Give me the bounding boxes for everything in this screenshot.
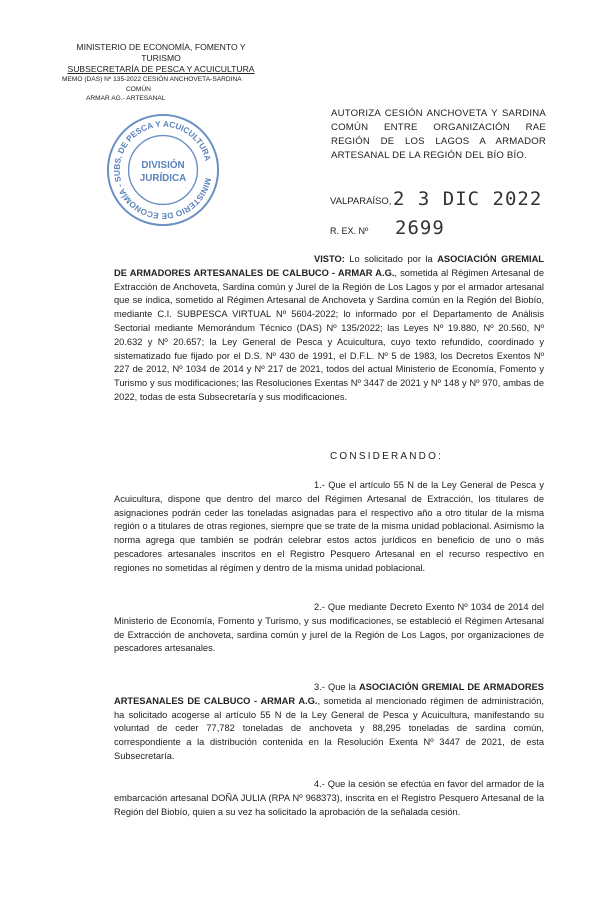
considerando-3: 3.- Que la ASOCIACIÓN GREMIAL DE ARMADORES ARTESANALES DE CALBUCO - ARMAR A.G., sometida al mencionado régimen de administración, ha solicitado acogerse al artículo 55 N de la Ley General de Pesca y Acuicultura, manifestando su voluntad de ceder 77,782 toneladas de anchoveta y 88,295 toneladas de sardina común, correspondiente a la distribución contenida en la Resolución Exenta Nº 3447 de 2021, de esta Subsecretaría. xyxy=(114,682,544,761)
stamp-ring-text: MINISTERIO DE ECONOMÍA - SUBS. DE PESCA Y ACUICULTURA xyxy=(112,119,213,221)
considerando-4: 4.- Que la cesión se efectúa en favor del armador de la embarcación artesanal DOÑA JULIA (RPA Nº 968373), inscrita en el Registro Pesquero Artesanal de la Región del Biobío, quien a su vez ha solicitado la aprobación de la señalada cesión. xyxy=(114,779,544,817)
stamp-center-line2: JURÍDICA xyxy=(139,172,187,184)
resolution-number-label: R. EX. Nº xyxy=(330,226,369,236)
place-label: VALPARAÍSO, xyxy=(330,196,392,207)
memo-reference-cont: COMÚN xyxy=(126,85,151,93)
memo-organization: ARMAR AG.- ARTESANAL xyxy=(86,95,166,102)
division-juridica-stamp xyxy=(104,111,222,229)
memo-reference: MEMO (DAS) Nº 135-2022 CESIÓN ANCHOVETA-SARDINA xyxy=(62,76,242,83)
considerando-1: 1.- Que el artículo 55 N de la Ley General de Pesca y Acuicultura, dispone que dentro del marco del Régimen Artesanal de Extracción, los titulares de asignaciones podrán ceder las toneladas asignadas para el respectivo año a otro titular de la misma región o a titulares de otras regiones, siempre que se trate de la misma unidad poblacional. Asimismo la norma agrega que también se podrán celebrar estos actos jurídicos en beneficio de uno o más pescadores artesanales inscritos en el Registro Pesquero Artesanal en el recurso respectivo en regiones no sometidas al régimen y dentro de la misma unidad poblacional. xyxy=(114,480,544,573)
ministry-name: MINISTERIO DE ECONOMÍA, FOMENTO Y TURISMO xyxy=(76,42,246,63)
subsecretaria-name: SUBSECRETARÍA DE PESCA Y ACUICULTURA xyxy=(67,64,255,74)
letterhead xyxy=(56,42,266,104)
considerando-2: 2.- Que mediante Decreto Exento Nº 1034 de 2014 del Ministerio de Economía, Fomento y Turismo, y sus modificaciones, se estableció el Régimen Artesanal de Extracción de anchoveta, sardina común y jurel de la Región de Los Lagos, por organizaciones de pescadores artesanales. xyxy=(114,602,544,654)
stamp-center-line1: DIVISIÓN xyxy=(141,160,185,172)
visto-organization: ASOCIACIÓN GREMIAL DE ARMADORES ARTESANALES DE CALBUCO - ARMAR A.G. xyxy=(114,254,544,278)
date-stamp: 2 3 DIC 2022 xyxy=(393,188,543,210)
resolution-number: 2699 xyxy=(395,217,445,239)
considerando-heading: CONSIDERANDO: xyxy=(330,451,444,462)
considerando-3-organization: ASOCIACIÓN GREMIAL DE ARMADORES ARTESANALES DE CALBUCO - ARMAR A.G. xyxy=(114,682,544,706)
visto-label: VISTO: xyxy=(314,254,345,264)
visto-paragraph: VISTO: Lo solicitado por la ASOCIACIÓN GREMIAL DE ARMADORES ARTESANALES DE CALBUCO - ARMAR A.G., sometida al Régimen Artesanal de Extracción de Anchoveta, Sardina común y Jurel de la Región de Los Lagos y por el armador artesanal que se indica, sometido al Régimen Artesanal de Anchoveta y Sardina común en la Región del Biobío, mediante C.I. SUBPESCA VIRTUAL Nº 5604-2022; lo informado por el Departamento de Análisis Sectorial mediante Memorándum Técnico (DAS) Nº 135/2022; las Leyes Nº 19.880, Nº 20.560, Nº 20.632 y Nº 20.657; la Ley General de Pesca y Acuicultura, cuyo texto refundido, coordinado y sistematizado fue fijado por el D.S. Nº 430 de 1991, el D.F.L. Nº 5 de 1983, los Decretos Exentos Nº 227 de 2012, Nº 1034 de 2014 y Nº 217 de 2021, todos del actual Ministerio de Economía, Fomento y Turismo y sus modificaciones; las Resoluciones Exentas Nº 3447 de 2021 y Nº 148 y Nº 970, ambas de 2022, todas de esta Subsecretaría y sus modificaciones. xyxy=(114,254,544,402)
resolution-subject: AUTORIZA CESIÓN ANCHOVETA Y SARDINA COMÚN ENTRE ORGANIZACIÓN RAE REGIÓN DE LOS LAGOS A ARMADOR ARTESANAL DE LA REGIÓN DEL BÍO BÍO. xyxy=(331,108,546,161)
